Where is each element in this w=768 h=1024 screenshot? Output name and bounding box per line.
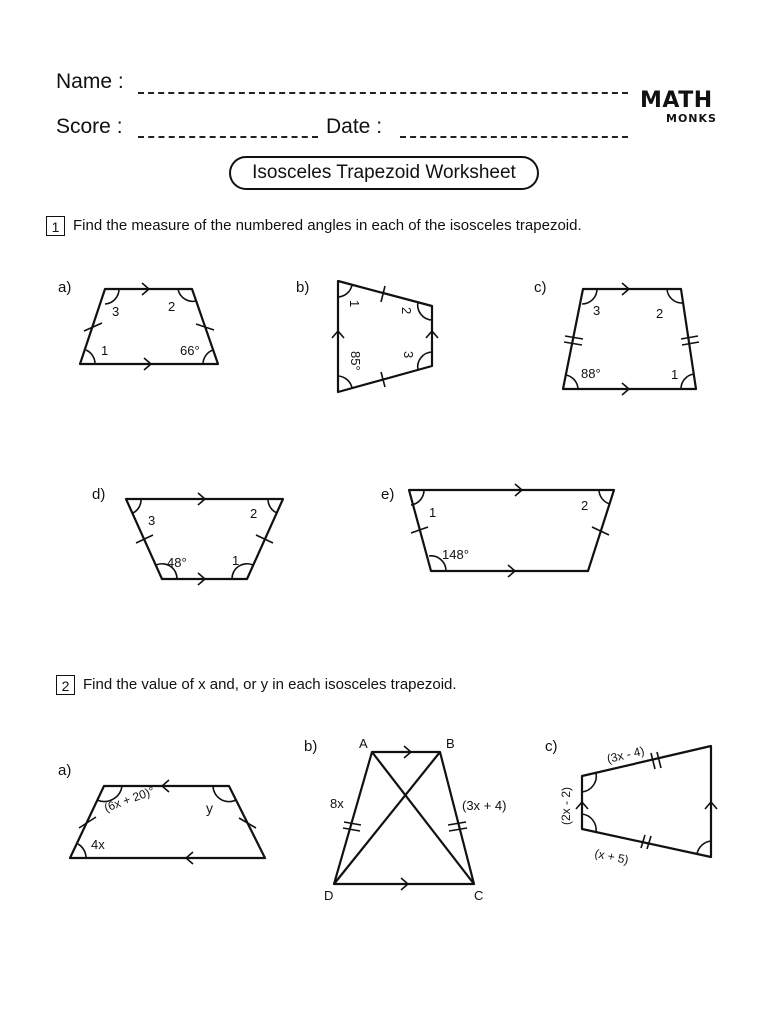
angle-arc-icon (105, 289, 119, 304)
problem-1b-label: b) (296, 279, 310, 296)
score-label: Score : (56, 115, 123, 138)
angle-1b-1: 1 (347, 300, 362, 308)
problem-1c-label: c) (534, 279, 547, 296)
angle-arc-icon (203, 350, 213, 364)
double-tick-icon (449, 828, 467, 831)
angle-arc-icon (78, 844, 86, 858)
logo-word-monks: MONKS (666, 112, 717, 125)
angle-1e-1: 1 (429, 505, 437, 520)
problem-1c (534, 279, 699, 395)
expression-2c-3x-4: (3x - 4) (605, 743, 646, 766)
problem-1d (92, 486, 283, 585)
angle-1c-88: 88° (581, 366, 601, 381)
angle-arc-icon (599, 490, 610, 504)
angle-1a-1: 1 (101, 343, 109, 358)
angle-1d-48: 48° (167, 555, 187, 570)
angle-arc-icon (86, 350, 95, 364)
angle-arc-icon (268, 499, 277, 513)
double-tick-icon (682, 342, 699, 345)
trapezoid-2b (334, 752, 474, 884)
problem-2a-label: a) (58, 762, 72, 779)
vertex-c: C (474, 888, 484, 903)
date-label: Date : (326, 115, 383, 138)
double-tick-icon (448, 822, 466, 825)
expression-2b-8x: 8x (330, 796, 344, 811)
angle-1a-66: 66° (180, 343, 200, 358)
angle-1a-2: 2 (168, 299, 176, 314)
problem-1a (58, 279, 218, 370)
angle-1c-2: 2 (656, 306, 664, 321)
section2-number: 2 (56, 675, 75, 695)
tick-mark-icon (239, 818, 256, 828)
name-label: Name : (56, 70, 124, 93)
angle-arc-icon (566, 375, 578, 389)
angle-1b-2: 2 (399, 307, 414, 315)
angle-1d-3: 3 (148, 513, 156, 528)
double-tick-icon (657, 752, 661, 768)
problem-2c (545, 738, 717, 867)
problem-1d-label: d) (92, 486, 106, 503)
angle-1b-85: 85° (348, 351, 363, 371)
angle-1b-3: 3 (401, 351, 416, 359)
expression-2a-y: y (206, 800, 213, 816)
double-tick-icon (343, 828, 360, 831)
angle-arc-icon (681, 374, 694, 389)
expression-2a-4x: 4x (91, 837, 105, 852)
problem-1e-label: e) (381, 486, 395, 503)
angle-1e-2: 2 (581, 498, 589, 513)
problem-1e (381, 484, 614, 577)
angle-1e-148: 148° (442, 547, 469, 562)
angle-1c-1: 1 (671, 367, 679, 382)
problem-2b-label: b) (304, 738, 318, 755)
angle-arc-icon (338, 285, 352, 297)
problem-2a (58, 762, 265, 864)
angle-1a-3: 3 (112, 304, 120, 319)
trapezoid-1d (126, 499, 283, 579)
double-tick-icon (651, 753, 655, 769)
section2-instruction-text: Find the value of x and, or y in each isosceles trapezoid. (83, 675, 457, 693)
problem-1a-label: a) (58, 279, 72, 296)
vertex-a: A (359, 736, 368, 751)
trapezoid-2c (582, 743, 711, 857)
vertex-b: B (446, 736, 455, 751)
angle-arc-icon (133, 499, 141, 513)
vertex-d: D (324, 888, 334, 903)
angle-1c-3: 3 (593, 303, 601, 318)
worksheet-title-text: Isosceles Trapezoid Worksheet (252, 162, 516, 183)
angle-arc-icon (697, 841, 711, 854)
expression-2b-3x-4: (3x + 4) (462, 798, 507, 813)
angle-1d-1: 1 (232, 553, 240, 568)
problem-1b (296, 279, 438, 392)
problem-2b (304, 736, 506, 903)
section1-number: 1 (46, 216, 65, 236)
angle-arc-icon (582, 289, 597, 304)
problem-2c-label: c) (545, 738, 558, 755)
angle-arc-icon (338, 376, 352, 388)
angle-1d-2: 2 (250, 506, 258, 521)
expression-2c-x-5: (x + 5) (593, 846, 630, 868)
trapezoid-1b (338, 281, 432, 392)
expression-2c-2x-2: (2x - 2) (559, 786, 573, 825)
expression-2a-6x-20: (6x + 20)° (102, 783, 157, 815)
section1-instruction-text: Find the measure of the numbered angles in each of the isosceles trapezoid. (73, 216, 582, 234)
logo-word-math: MATH (640, 88, 713, 113)
